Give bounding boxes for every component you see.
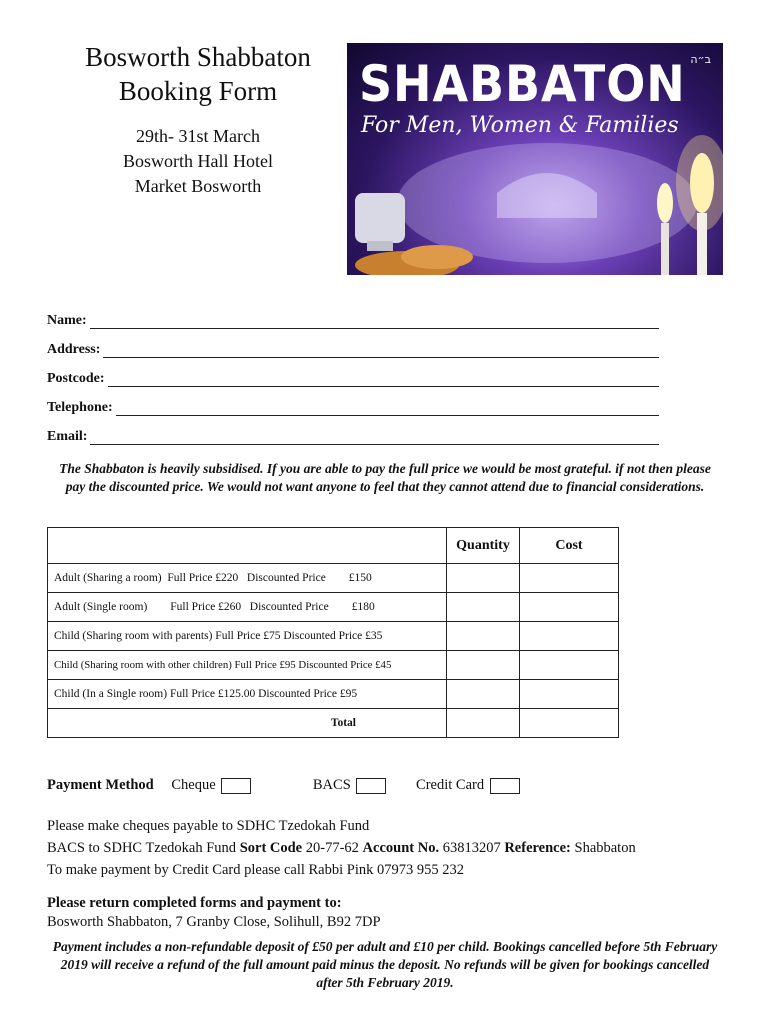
table-row <box>48 651 619 680</box>
reference-label: Reference: <box>504 840 571 856</box>
quantity-cell[interactable] <box>447 593 520 622</box>
event-venue: Bosworth Hall Hotel <box>123 151 273 171</box>
cost-cell[interactable] <box>520 651 619 680</box>
cheque-checkbox[interactable] <box>221 778 251 794</box>
sort-code-value: 20-77-62 <box>302 840 363 856</box>
telephone-label: Telephone: <box>47 400 113 415</box>
account-label: Account No. <box>362 840 440 856</box>
return-address: Bosworth Shabbaton, 7 Granby Close, Solihull, B92 7DP <box>47 914 381 930</box>
cheque-label: Cheque <box>171 777 216 793</box>
quantity-cell[interactable] <box>447 564 520 593</box>
email-input-line[interactable] <box>90 430 659 445</box>
shabbaton-banner-image <box>347 43 723 275</box>
banner-headline: SHABBATON <box>359 55 686 113</box>
total-label: Total <box>48 709 447 738</box>
telephone-field[interactable] <box>47 392 659 416</box>
email-label: Email: <box>47 429 88 444</box>
title-line-1: Bosworth Shabbaton <box>85 42 311 72</box>
row-description: Adult (Sharing a room) Full Price £220 Discounted Price £150 <box>48 564 447 593</box>
bacs-prefix: BACS to SDHC Tzedokah Fund <box>47 840 240 856</box>
payment-method-label: Payment Method <box>47 777 154 793</box>
sort-code-label: Sort Code <box>239 840 303 856</box>
postcode-input-line[interactable] <box>108 372 659 387</box>
quantity-cell[interactable] <box>447 622 520 651</box>
card-instruction: To make payment by Credit Card please call Rabbi Pink 07973 955 232 <box>47 862 464 878</box>
table-header-row <box>48 528 619 564</box>
cheque-instruction: Please make cheques payable to SDHC Tzedokah Fund <box>47 818 370 834</box>
postcode-field[interactable] <box>47 363 659 387</box>
credit-card-label: Credit Card <box>416 777 485 793</box>
row-description: Adult (Single room) Full Price £260 Discounted Price £180 <box>48 593 447 622</box>
table-row <box>48 564 619 593</box>
return-info <box>47 894 381 932</box>
cost-cell[interactable] <box>520 564 619 593</box>
row-description: Child (Sharing room with parents) Full Price £75 Discounted Price £35 <box>48 622 447 651</box>
refund-policy: Payment includes a non-refundable deposit of £50 per adult and £10 per child. Bookings cancelled before 5th February 2019 will receive a refund of the full amount paid minus the deposit. No refunds will be given for bookings cancelled after 5th February 2019. <box>52 939 718 990</box>
cost-cell[interactable] <box>520 593 619 622</box>
table-row <box>48 680 619 709</box>
credit-card-checkbox[interactable] <box>490 778 520 794</box>
event-info <box>40 124 356 199</box>
quantity-cell[interactable] <box>447 651 520 680</box>
address-label: Address: <box>47 342 101 357</box>
table-header-blank <box>48 528 447 564</box>
address-field[interactable] <box>47 334 659 358</box>
event-town: Market Bosworth <box>134 176 262 196</box>
cost-cell[interactable] <box>520 680 619 709</box>
subsidy-note: The Shabbaton is heavily subsidised. If you are able to pay the full price we would be most grateful. if not then please pay the discounted price. We would not want anyone to feel that they cannot attend due to financial considerations. <box>59 461 711 494</box>
return-label: Please return completed forms and payment to: <box>47 895 342 911</box>
title-line-2: Booking Form <box>118 76 278 106</box>
email-field[interactable] <box>47 421 659 445</box>
bacs-instruction <box>47 837 636 859</box>
booking-table <box>47 527 619 738</box>
bacs-checkbox[interactable] <box>356 778 386 794</box>
name-input-line[interactable] <box>90 314 659 329</box>
row-description: Child (Sharing room with other children) Full Price £95 Discounted Price £45 <box>48 651 447 680</box>
payment-instructions <box>47 815 636 881</box>
quantity-header: Quantity <box>447 528 520 564</box>
cost-cell[interactable] <box>520 622 619 651</box>
postcode-label: Postcode: <box>47 371 105 386</box>
name-field[interactable] <box>47 305 659 329</box>
form-title <box>40 40 356 108</box>
payment-method <box>47 777 707 794</box>
total-cost-cell[interactable] <box>520 709 619 738</box>
name-label: Name: <box>47 313 87 328</box>
cost-header: Cost <box>520 528 619 564</box>
account-value: 63813207 <box>439 840 505 856</box>
total-quantity-cell[interactable] <box>447 709 520 738</box>
table-row <box>48 593 619 622</box>
reference-value: Shabbaton <box>570 840 636 856</box>
bacs-label: BACS <box>312 777 351 793</box>
table-row <box>48 622 619 651</box>
banner-tagline: For Men, Women & Families <box>361 113 679 138</box>
row-description: Child (In a Single room) Full Price £125.00 Discounted Price £95 <box>48 680 447 709</box>
quantity-cell[interactable] <box>447 680 520 709</box>
address-input-line[interactable] <box>103 343 659 358</box>
banner-hebrew-mark: ב״ה <box>690 53 711 66</box>
total-row <box>48 709 619 738</box>
event-dates: 29th- 31st March <box>136 126 260 146</box>
telephone-input-line[interactable] <box>116 401 659 416</box>
